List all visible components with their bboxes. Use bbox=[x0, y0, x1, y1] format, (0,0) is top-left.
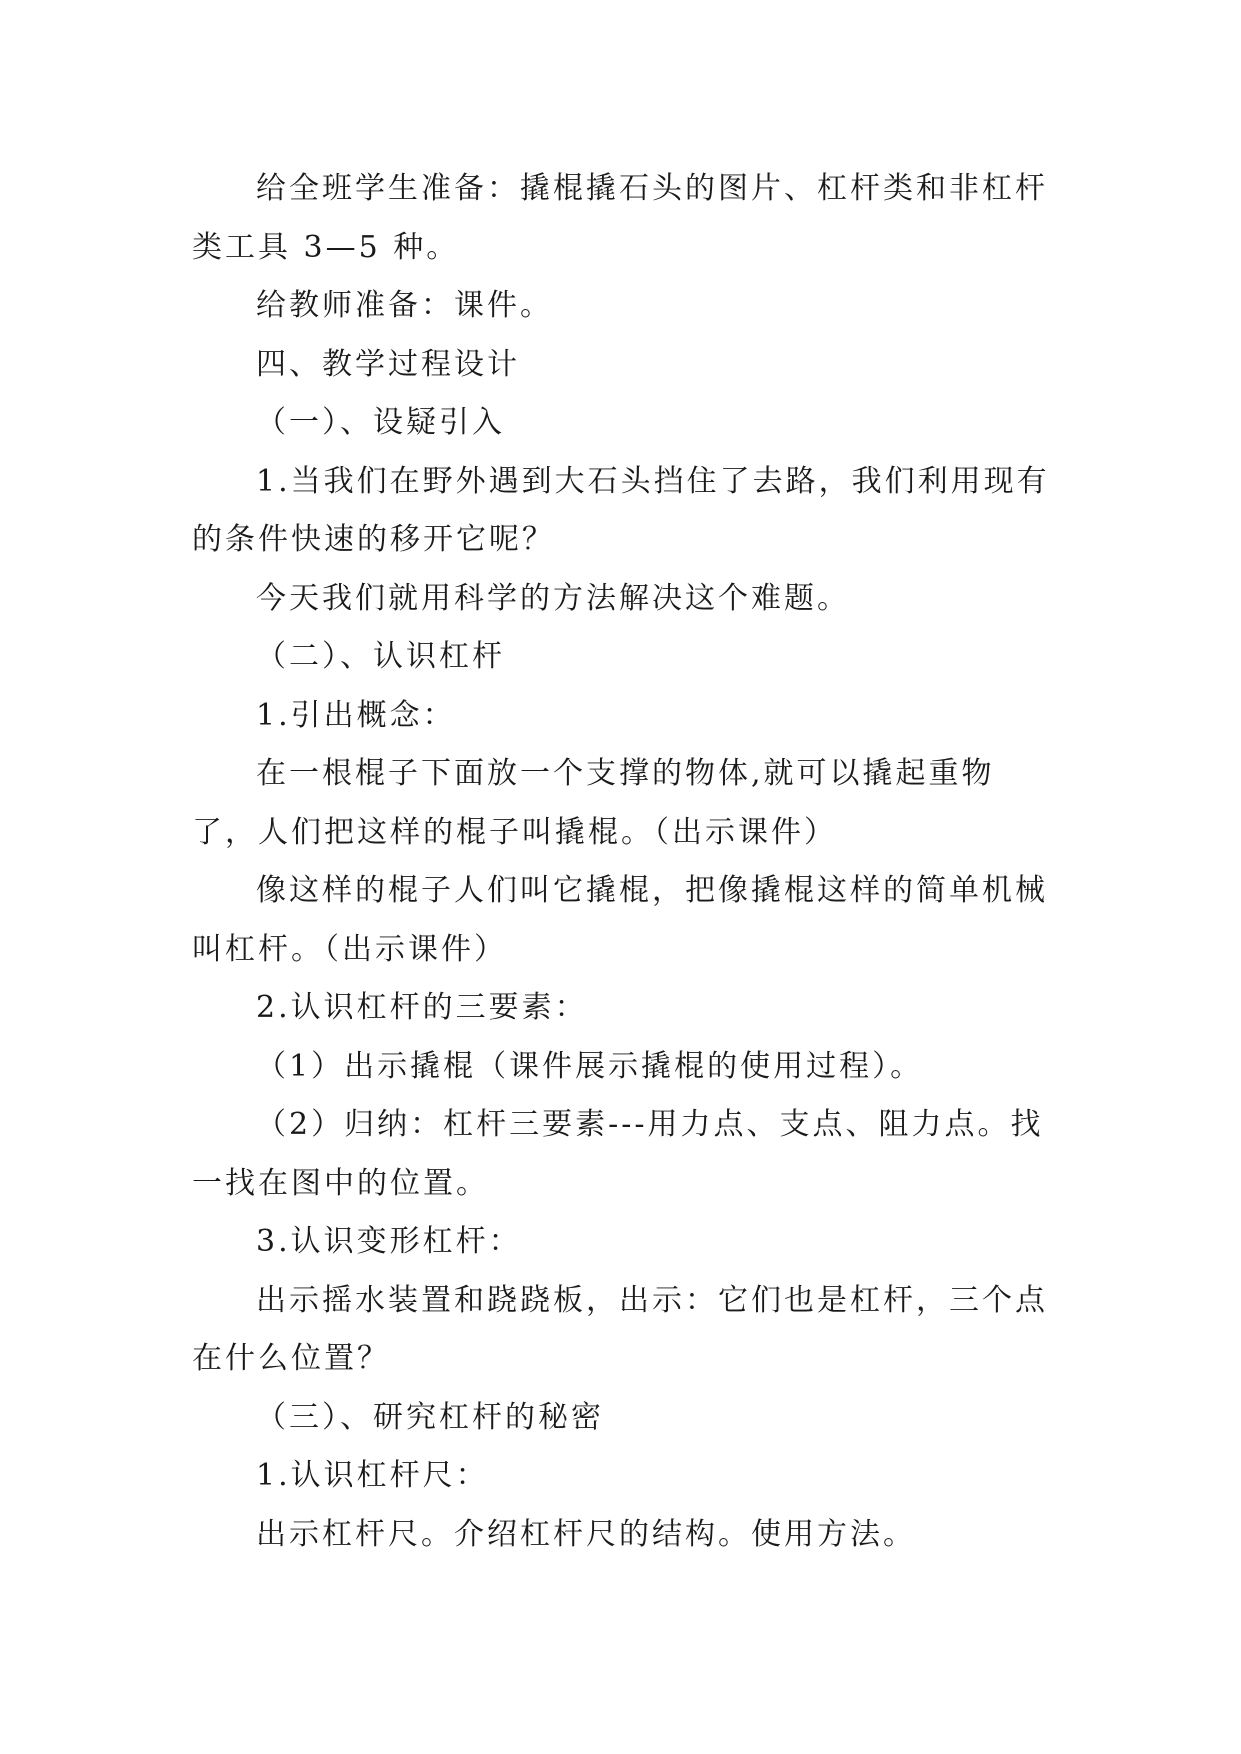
paragraph-materials-students: 给全班学生准备：撬棍撬石头的图片、杠杆类和非杠杆类工具 3—5 种。 bbox=[192, 171, 1048, 265]
document-body bbox=[192, 160, 1052, 1564]
subheading-lever-secret: （三）、研究杠杆的秘密 bbox=[256, 1399, 604, 1435]
paragraph-lever-definition: 像这样的棍子人们叫它撬棍，把像撬棍这样的简单机械叫杠杆。（出示课件） bbox=[192, 873, 1048, 967]
paragraph-crowbar-definition: 在一根棍子下面放一个支撑的物体,就可以撬起重物了，人们把这样的棍子叫撬棍。（出示课件） bbox=[192, 756, 995, 850]
item-three-elements: 2.认识杠杆的三要素： bbox=[256, 990, 588, 1025]
paragraph-materials-teacher: 给教师准备：课件。 bbox=[256, 288, 553, 323]
item-show-crowbar: （1）出示撬棍（课件展示撬棍的使用过程）。 bbox=[256, 1048, 924, 1084]
item-deformed-lever: 3.认识变形杠杆： bbox=[256, 1224, 522, 1259]
section-heading-teaching-process: 四、教学过程设计 bbox=[256, 346, 520, 382]
paragraph-today-science: 今天我们就用科学的方法解决这个难题。 bbox=[256, 580, 850, 616]
item-lever-ruler: 1.认识杠杆尺： bbox=[256, 1458, 489, 1493]
item-introduce-concept: 1.引出概念： bbox=[256, 697, 456, 733]
paragraph-question-rock: 1.当我们在野外遇到大石头挡住了去路，我们利用现有的条件快速的移开它呢？ bbox=[192, 463, 1050, 557]
subheading-know-lever: （二）、认识杠杆 bbox=[256, 639, 505, 674]
paragraph-seesaw: 出示摇水装置和跷跷板，出示：它们也是杠杆，三个点在什么位置？ bbox=[192, 1282, 1048, 1376]
subheading-introduction: （一）、设疑引入 bbox=[256, 405, 505, 440]
item-summarize-elements: （2）归纳：杠杆三要素---用力点、支点、阻力点。找一找在图中的位置。 bbox=[192, 1107, 1044, 1201]
paragraph-ruler-structure: 出示杠杆尺。介绍杠杆尺的结构。使用方法。 bbox=[256, 1516, 916, 1552]
